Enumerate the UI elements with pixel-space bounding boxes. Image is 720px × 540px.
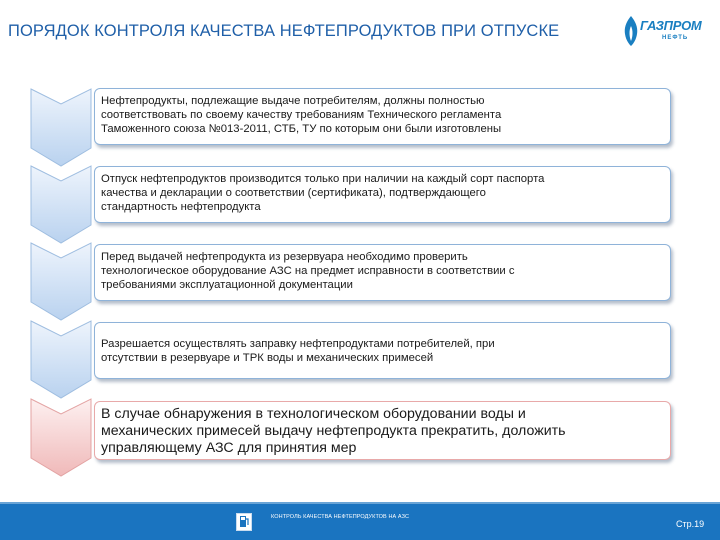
step-box-5 [94, 401, 671, 460]
step-box-2 [94, 166, 671, 223]
step-chevron-5 [30, 398, 92, 478]
step-3-line-2: технологическое оборудование АЗС на предмет исправности в соответствии с [101, 265, 515, 277]
step-3-line-1: Перед выдачей нефтепродукта из резервуара необходимо проверить [101, 251, 468, 263]
step-chevron-1 [30, 88, 92, 168]
footer-bar [0, 502, 720, 540]
step-2-line-1: Отпуск нефтепродуктов производится только при наличии на каждый сорт паспорта [101, 173, 545, 185]
step-2-line-2: качества и декларации о соответствии (сертификата), подтверждающего [101, 187, 486, 199]
footer-highlight [0, 502, 720, 504]
step-box-3 [94, 244, 671, 301]
step-5-line-1: В случае обнаружения в технологическом оборудовании воды и [101, 406, 526, 422]
step-2-line-3: стандартность нефтепродукта [101, 201, 261, 213]
page-number: Стр.19 [676, 519, 705, 529]
step-1-line-1: Нефтепродукты, подлежащие выдаче потребителям, должны полностью [101, 95, 485, 107]
step-4-line-2: отсутствии в резервуаре и ТРК воды и механических примесей [101, 352, 434, 364]
gazprom-neft-logo [622, 14, 702, 50]
step-box-1 [94, 88, 671, 145]
step-chevron-3 [30, 242, 92, 322]
step-3-line-3: требованиями эксплуатационной документации [101, 279, 353, 291]
step-chevron-2 [30, 165, 92, 245]
logo-subtitle: НЕФТЬ [662, 35, 689, 41]
step-chevron-4 [30, 320, 92, 400]
step-5-line-3: управляющему АЗС для принятия мер [101, 440, 357, 456]
fuel-pump-icon [236, 513, 252, 531]
flame-logo-icon [622, 14, 640, 48]
step-box-4 [94, 322, 671, 379]
step-5-line-2: механических примесей выдачу нефтепродукта прекратить, доложить [101, 423, 566, 439]
step-1-line-3: Таможенного союза №013-2011, СТБ, ТУ по которым они были изготовлены [101, 123, 502, 135]
footer-caption: КОНТРОЛЬ КАЧЕСТВА НЕФТЕПРОДУКТОВ НА АЗС [271, 514, 410, 520]
logo-wordmark: ГАЗПРОМ [640, 18, 702, 33]
step-4-line-1: Разрешается осуществлять заправку нефтепродуктами потребителей, при [101, 338, 495, 350]
step-1-line-2: соответствовать по своему качеству требованиям Технического регламента [101, 109, 502, 121]
page-title: ПОРЯДОК КОНТРОЛЯ КАЧЕСТВА НЕФТЕПРОДУКТОВ ПРИ ОТПУСКЕ [8, 22, 560, 40]
